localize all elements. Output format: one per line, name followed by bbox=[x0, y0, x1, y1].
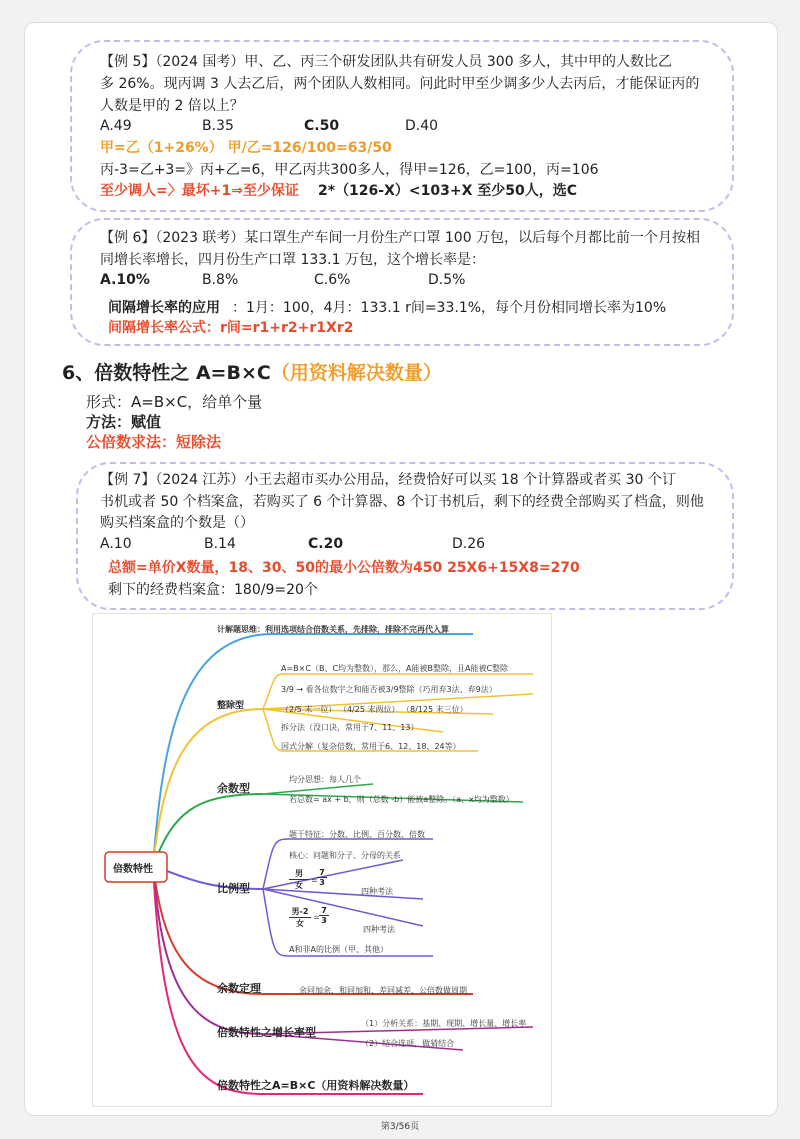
ex6-line-2: 同增长率增长，四月份生产口罩 133.1 万包，这个增长率是： bbox=[100, 252, 485, 268]
ex7-option-c: C.20 bbox=[308, 536, 344, 552]
ex5-note-2: 丙-3=乙+3=》丙+乙=6，甲乙丙共300多人，得甲=126，乙=100，丙=106 bbox=[100, 162, 599, 178]
ex5-option-c: C.50 bbox=[304, 118, 340, 134]
ex5-option-a: A.49 bbox=[100, 118, 132, 134]
branch-divisible: 整除型 bbox=[217, 701, 245, 711]
ex5-option-d: D.40 bbox=[405, 118, 439, 134]
section-6-title-main: 6、倍数特性之 A=B×C bbox=[62, 362, 271, 384]
ex7-note-1: 总额=单价X数量，18、30、50的最小公倍数为450 25X6+15X8=270 bbox=[108, 560, 580, 576]
sec6-method: 方法：赋值 bbox=[86, 413, 162, 431]
divisible-item-1: A=B×C（B、C均为整数），那么，A能被B整除，且A能被C整除 bbox=[281, 664, 509, 673]
branch-line-abc bbox=[153, 866, 423, 1094]
ex6-option-a: A.10% bbox=[100, 272, 150, 288]
branch-ratio: 比例型 bbox=[217, 882, 250, 895]
ratio-fraction-1-result bbox=[317, 868, 327, 887]
ex6-option-c: C.6% bbox=[314, 272, 351, 288]
branch-remainder-theorem: 余数定理 bbox=[217, 982, 261, 995]
branch-line-remainder-theorem bbox=[153, 866, 473, 994]
center-node: 倍数特性 bbox=[113, 864, 153, 875]
ratio-fraction-1 bbox=[289, 868, 309, 891]
ex6-note-1a: 间隔增长率的应用 bbox=[108, 300, 220, 316]
divisible-item-5: 因式分解（复杂倍数，常用于6、12、18、24等） bbox=[281, 742, 461, 751]
branch-line-remainder bbox=[153, 794, 263, 866]
ex5-line-1: 【例 5】（2024 国考）甲、乙、丙三个研发团队共有研发人员 300 多人，其中甲的人数比乙 bbox=[100, 54, 673, 70]
fraction-1-eq: = bbox=[311, 876, 318, 885]
sec6-form: 形式：A=B×C，给单个量 bbox=[86, 393, 263, 411]
ex7-option-a: A.10 bbox=[100, 536, 132, 552]
remainder-item-2: 若总数= ax + b，则（总数 -b）能被a整除。（a、x均为整数） bbox=[289, 795, 514, 804]
ex5-option-b: B.35 bbox=[202, 118, 234, 134]
ex6-note-2: 间隔增长率公式：r间=r1+r2+r1Xr2 bbox=[108, 320, 354, 336]
ex5-line-2: 多 26%。现丙调 3 人去乙后，两个团队人数相同。问此时甲至少调多少人去丙后，才能保证丙的 bbox=[100, 76, 700, 92]
branch-growth: 倍数特性之增长率型 bbox=[217, 1026, 316, 1039]
ex5-line-3: 人数是甲的 2 倍以上？ bbox=[100, 98, 244, 114]
ex6-option-b: B.8% bbox=[202, 272, 239, 288]
ex7-option-b: B.14 bbox=[204, 536, 236, 552]
divisible-item-2: 3/9 → 看各位数字之和能否被3/9整除（巧用弃3法、弃9法） bbox=[281, 685, 497, 694]
top-note: 计解题思维：利用选项结合倍数关系，先排除，排除不完再代入算 bbox=[217, 625, 449, 634]
fraction-1-den: 女 bbox=[295, 881, 303, 890]
fraction-1-result-num: 7 bbox=[317, 868, 327, 878]
branch-abc: 倍数特性之A=B×C（用资料解决数量） bbox=[217, 1079, 415, 1092]
ex7-line-3: 购买档案盒的个数是（） bbox=[100, 515, 254, 531]
ratio-fraction-2-result bbox=[319, 906, 329, 925]
ex5-note-3a: 至少调人=〉最坏+1⇒至少保证 bbox=[100, 183, 299, 199]
growth-item-2: （2）结合选项，做猜结合 bbox=[361, 1039, 455, 1048]
ex5-note-3b: 2*（126-X）<103+X 至少50人，选C bbox=[318, 183, 577, 199]
ex6-note-1b: ：1月：100，4月：133.1 r间=33.1%，每个月份相同增长率为10% bbox=[232, 300, 667, 316]
fraction-2-den: 女 bbox=[296, 919, 304, 928]
section-6-title-paren: （用资料解决数量） bbox=[270, 362, 442, 384]
fraction-2-num: 男-2 bbox=[289, 906, 311, 918]
ex7-line-2: 书机或者 50 个档案盒，若购买了 6 个计算器、8 个订书机后，剩下的经费全部购买了档盒，则他 bbox=[100, 494, 704, 510]
page-number: 第3/56页 bbox=[380, 1122, 420, 1132]
ex6-line-1: 【例 6】（2023 联考）某口罩生产车间一月份生产口罩 100 万包，以后每个月都比前一个月按相 bbox=[100, 230, 701, 246]
remainder-theorem-item-1: 余同加余，和同加和，差同减差，公倍数做周期 bbox=[299, 986, 467, 995]
ex5-note-1: 甲=乙（1+26%） 甲/乙=126/100=63/50 bbox=[100, 140, 392, 156]
ratio-item-5: A和非A的比例（甲、其他） bbox=[289, 945, 388, 954]
fraction-1-result-den: 3 bbox=[319, 878, 325, 887]
section-6-title bbox=[62, 358, 442, 385]
mind-map bbox=[92, 613, 552, 1107]
ratio-item-4: 四种考法 bbox=[363, 925, 395, 934]
sec6-lcm: 公倍数求法：短除法 bbox=[86, 433, 222, 451]
ratio-item-2: 核心：问题和分子、分母的关系 bbox=[289, 851, 401, 860]
growth-item-1: （1）分析关系：基期、现期、增长量、增长率 bbox=[361, 1019, 527, 1028]
ex7-line-1: 【例 7】（2024 江苏）小王去超市买办公用品，经费恰好可以买 18 个计算器或者买 30 个订 bbox=[100, 472, 676, 488]
remainder-item-1: 均分思想：每人几个 bbox=[289, 775, 361, 784]
divisible-item-3: （2/5 末一位） （4/25 末两位） （8/125 末三位） bbox=[281, 705, 468, 714]
fraction-2-result-den: 3 bbox=[321, 916, 327, 925]
ratio-item-3: 四种考法 bbox=[361, 887, 393, 896]
fraction-2-result-num: 7 bbox=[319, 906, 329, 916]
fraction-1-num: 男 bbox=[289, 868, 309, 880]
branch-remainder: 余数型 bbox=[217, 782, 250, 795]
ex7-option-d: D.26 bbox=[452, 536, 486, 552]
ratio-item-1: 题干特征：分数、比例、百分数、倍数 bbox=[289, 830, 425, 839]
divisible-item-4: 拆分法（没口诀，常用于7、11、13） bbox=[281, 723, 419, 732]
ex6-option-d: D.5% bbox=[428, 272, 466, 288]
ex7-note-2: 剩下的经费档案盒：180/9=20个 bbox=[108, 582, 318, 598]
fraction-2-eq: = bbox=[313, 913, 320, 922]
ratio-fraction-2 bbox=[289, 906, 311, 929]
